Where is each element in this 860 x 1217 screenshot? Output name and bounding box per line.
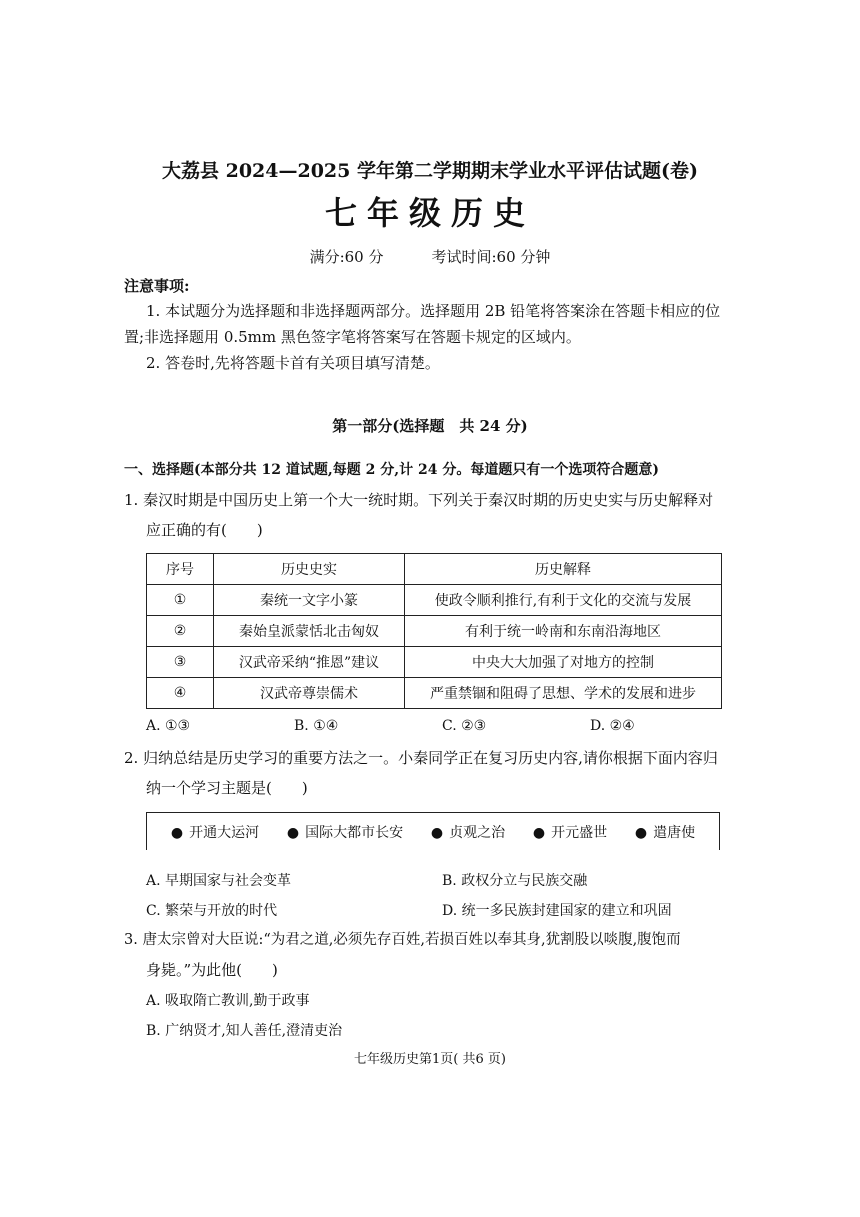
topic-label: 贞观之治 bbox=[449, 824, 506, 841]
topic-label: 遣唐使 bbox=[653, 824, 696, 841]
subject-title: 七年级历史 bbox=[324, 194, 535, 232]
q1-option-c: C. ②③ bbox=[442, 718, 487, 734]
q2-option-c: C. 繁荣与开放的时代 bbox=[146, 903, 278, 919]
table-row bbox=[147, 585, 722, 616]
q3-option-a: A. 吸取隋亡教训,勤于政事 bbox=[146, 993, 310, 1009]
facts-table bbox=[146, 553, 722, 709]
topic-box bbox=[146, 812, 720, 850]
table-cell: ③ bbox=[147, 647, 214, 678]
notice-item-1-line-1: 1. 本试题分为选择题和非选择题两部分。选择题用 2B 铅笔将答案涂在答题卡相应的位 bbox=[146, 302, 721, 320]
notice-item-1-line-2: 置;非选择题用 0.5mm 黑色签字笔将答案写在答题卡规定的区域内。 bbox=[124, 328, 581, 346]
q2-option-d: D. 统一多民族封建国家的建立和巩固 bbox=[442, 903, 672, 919]
question-1-line-1: 1. 秦汉时期是中国历史上第一个大一统时期。下列关于秦汉时期的历史史实与历史解释对 bbox=[124, 491, 714, 509]
bullet-icon: ● bbox=[430, 824, 444, 841]
notice-heading: 注意事项: bbox=[124, 277, 190, 295]
bullet-icon: ● bbox=[170, 824, 184, 841]
topic-item bbox=[431, 822, 505, 842]
q2-option-b: B. 政权分立与民族交融 bbox=[442, 873, 588, 889]
table-cell: 中央大大加强了对地方的控制 bbox=[405, 647, 722, 678]
table-header: 历史史实 bbox=[214, 554, 405, 585]
topic-label: 开元盛世 bbox=[551, 824, 608, 841]
page-footer: 七年级历史第1页( 共6 页) bbox=[354, 1052, 506, 1067]
q1-option-a: A. ①③ bbox=[146, 718, 191, 734]
table-cell: 秦统一文字小篆 bbox=[214, 585, 405, 616]
question-3-line-2: 身毙。”为此他( ) bbox=[146, 961, 278, 979]
table-cell: 严重禁锢和阻碍了思想、学术的发展和进步 bbox=[405, 678, 722, 709]
exam-time: 考试时间:60 分钟 bbox=[431, 248, 551, 266]
bullet-icon: ● bbox=[532, 824, 546, 841]
exam-title: 大荔县 2024—2025 学年第二学期期末学业水平评估试题(卷) bbox=[162, 160, 698, 182]
bullet-icon: ● bbox=[286, 824, 300, 841]
question-1-line-2: 应正确的有( ) bbox=[146, 521, 263, 539]
bullet-icon: ● bbox=[634, 824, 648, 841]
question-2-line-1: 2. 归纳总结是历史学习的重要方法之一。小秦同学正在复习历史内容,请你根据下面内容归 bbox=[124, 749, 718, 767]
table-header-row bbox=[147, 554, 722, 585]
table-header: 历史解释 bbox=[405, 554, 722, 585]
table-cell: 汉武帝尊崇儒术 bbox=[214, 678, 405, 709]
q1-option-d: D. ②④ bbox=[590, 718, 635, 734]
topic-item bbox=[635, 822, 695, 842]
section-heading: 一、选择题(本部分共 12 道试题,每题 2 分,计 24 分。每道题只有一个选项符合题意) bbox=[124, 462, 659, 478]
q2-option-a: A. 早期国家与社会变革 bbox=[146, 873, 292, 889]
q1-option-b: B. ①④ bbox=[294, 718, 339, 734]
topic-label: 国际大都市长安 bbox=[305, 824, 404, 841]
table-cell: 秦始皇派蒙恬北击匈奴 bbox=[214, 616, 405, 647]
table-row bbox=[147, 647, 722, 678]
full-score: 满分:60 分 bbox=[309, 248, 384, 266]
topic-item bbox=[171, 822, 259, 842]
table-cell: ② bbox=[147, 616, 214, 647]
table-cell: 使政令顺利推行,有利于文化的交流与发展 bbox=[405, 585, 722, 616]
table-header: 序号 bbox=[147, 554, 214, 585]
topic-item bbox=[287, 822, 403, 842]
topic-label: 开通大运河 bbox=[189, 824, 260, 841]
exam-meta bbox=[0, 246, 860, 267]
table-cell: 有利于统一岭南和东南沿海地区 bbox=[405, 616, 722, 647]
notice-item-2: 2. 答卷时,先将答题卡首有关项目填写清楚。 bbox=[146, 354, 440, 372]
table-row bbox=[147, 616, 722, 647]
table-cell: ④ bbox=[147, 678, 214, 709]
question-3-line-1: 3. 唐太宗曾对大臣说:“为君之道,必须先存百姓,若损百姓以奉其身,犹割股以啖腹,腹饱而 bbox=[124, 932, 681, 948]
table-cell: ① bbox=[147, 585, 214, 616]
table-cell: 汉武帝采纳“推恩”建议 bbox=[214, 647, 405, 678]
q3-option-b: B. 广纳贤才,知人善任,澄清吏治 bbox=[146, 1023, 343, 1039]
topic-item bbox=[533, 822, 607, 842]
table-row bbox=[147, 678, 722, 709]
question-2-line-2: 纳一个学习主题是( ) bbox=[146, 779, 308, 797]
part-title: 第一部分(选择题 共 24 分) bbox=[332, 417, 528, 435]
